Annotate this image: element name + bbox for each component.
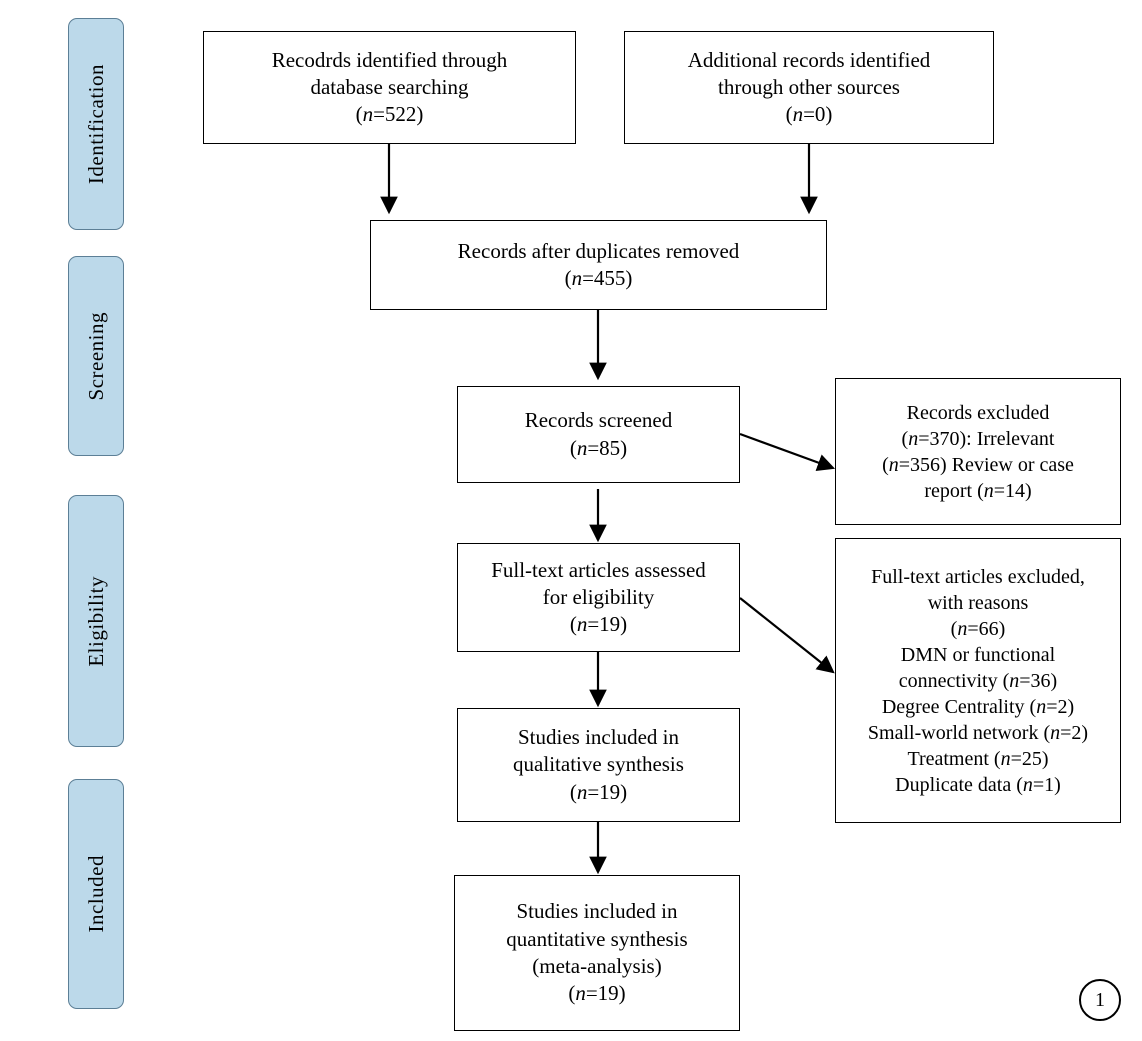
phase-identification [68,18,124,230]
box-fulltext-excluded-text: Full-text articles excluded, with reasons (n=66) DMN or functional connectivity (n=36) Degree Centrality (n=2) Small-world network (n=2) Treatment (n=25) Duplicate data (n=1) [867,565,1089,796]
box-records-identified-database [203,31,576,144]
box-records-after-duplicates [370,220,827,310]
box-quantitative-synthesis-text: Studies included in quantitative synthesis (meta-analysis) (n=19) [506,899,688,1006]
box-records-screened-text: Records screened (n=85) [524,408,673,460]
box-qualitative-synthesis-text: Studies included in qualitative synthesis (n=19) [513,725,684,804]
box-records-identified-other [624,31,994,144]
page-number-badge [1079,979,1121,1021]
phase-screening [68,256,124,456]
box-records-excluded [835,378,1121,525]
box-records-excluded-text: Records excluded (n=370): Irrelevant (n=356) Review or case report (n=14) [882,401,1074,502]
arrow-screened-to-excluded [740,434,833,468]
arrow-fulltext-to-excluded [740,598,833,672]
box-records-screened [457,386,740,483]
box-records-after-duplicates-text: Records after duplicates removed (n=455) [457,238,740,290]
box-qualitative-synthesis [457,708,740,822]
box-fulltext-assessed-text: Full-text articles assessed for eligibility (n=19) [491,557,706,637]
phase-screening-label: Screening [83,311,108,401]
box-quantitative-synthesis [454,875,740,1031]
box-records-identified-other-text: Additional records identified through other sources (n=0) [687,47,931,127]
box-records-identified-database-text: Recodrds identified through database searching (n=522) [271,47,508,127]
phase-identification-label: Identification [83,63,108,185]
box-fulltext-excluded [835,538,1121,823]
box-fulltext-assessed [457,543,740,652]
page-number-label: 1 [1095,988,1105,1011]
phase-included [68,779,124,1009]
phase-included-label: Included [83,855,108,933]
phase-eligibility [68,495,124,747]
phase-eligibility-label: Eligibility [83,575,108,667]
